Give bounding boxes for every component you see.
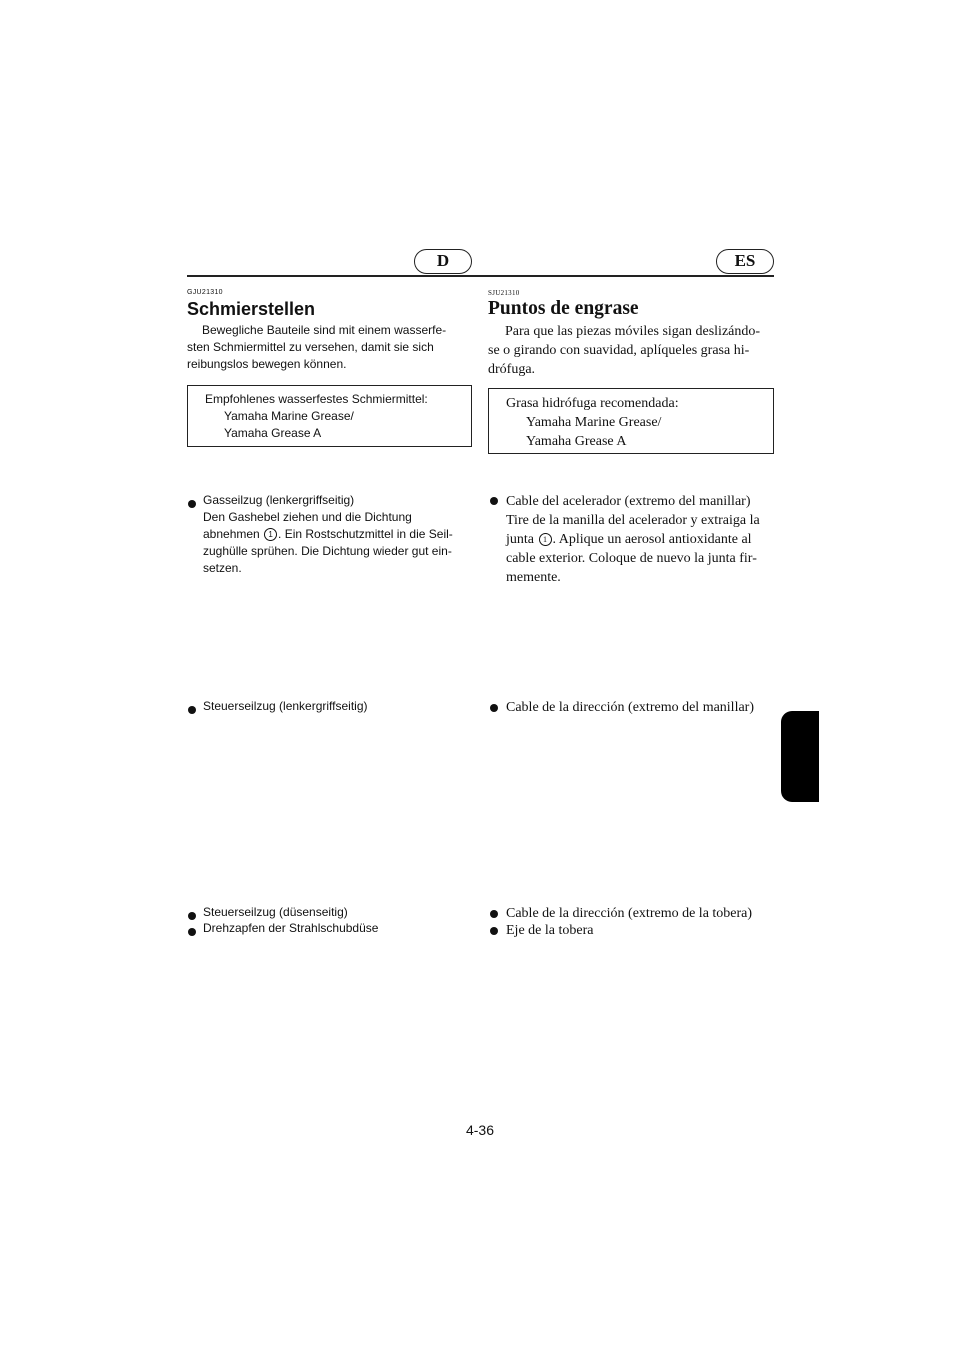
bullet-icon	[490, 927, 498, 935]
de-item-steering-cable-nozzle: Steuerseilzug (düsenseitig)	[203, 905, 348, 919]
bullet-icon	[490, 910, 498, 918]
bullet-icon	[188, 500, 196, 508]
es-item-steering-cable-handlebar: Cable de la dirección (extremo del manillar)	[506, 700, 755, 715]
bullet-icon	[188, 706, 196, 714]
es-section-title: Puntos de engrase	[488, 298, 639, 319]
de-item-nozzle-pivot: Drehzapfen der Strahlschubdüse	[203, 921, 379, 935]
reference-marker-1: 1	[539, 533, 552, 546]
bullet-icon	[188, 912, 196, 920]
header-rule	[187, 275, 774, 277]
bullet-icon	[188, 928, 196, 936]
chapter-thumb-tab	[781, 711, 819, 802]
es-section-code: SJU21310	[488, 289, 520, 297]
language-badge-de: D	[414, 249, 472, 274]
es-recommended-grease-box: Grasa hidrófuga recomendada: Yamaha Marine Grease/ Yamaha Grease A	[488, 388, 774, 454]
language-badge-es: ES	[716, 249, 774, 274]
es-item-nozzle-shaft: Eje de la tobera	[506, 923, 594, 938]
es-item-steering-cable-nozzle: Cable de la dirección (extremo de la tobera)	[506, 906, 753, 921]
de-item-steering-cable-handlebar: Steuerseilzug (lenkergriffseitig)	[203, 699, 368, 713]
bullet-icon	[490, 704, 498, 712]
page-number: 4-36	[465, 1122, 495, 1138]
de-section-code: GJU21310	[187, 289, 223, 296]
reference-marker-1: 1	[264, 528, 277, 541]
de-recommended-grease-box: Empfohlenes wasserfestes Schmiermittel: Yamaha Marine Grease/ Yamaha Grease A	[187, 385, 472, 447]
de-intro: Bewegliche Bauteile sind mit einem wasserfe- sten Schmiermittel zu versehen, damit sie sich reibungslos bewegen können.	[187, 323, 447, 371]
de-item-throttle-cable: Gasseilzug (lenkergriffseitig) Den Gashebel ziehen und die Dichtung abnehmen 1 . Ein Rostschutzmittel in die Seil- zughülle sprühen. Die Dichtung wieder gut ein- setzen.	[203, 493, 453, 575]
de-section-title: Schmierstellen	[187, 299, 316, 319]
bullet-icon	[490, 497, 498, 505]
es-intro: Para que las piezas móviles sigan deslizándo- se o girando con suavidad, aplíqueles grasa hi- drófuga.	[488, 324, 761, 377]
es-item-throttle-cable: Cable del acelerador (extremo del manillar) Tire de la manilla del acelerador y extraiga la junta 1 . Aplique un aerosol antioxidante al cable exterior. Coloque de nuevo la junta fir- memente.	[506, 494, 760, 585]
